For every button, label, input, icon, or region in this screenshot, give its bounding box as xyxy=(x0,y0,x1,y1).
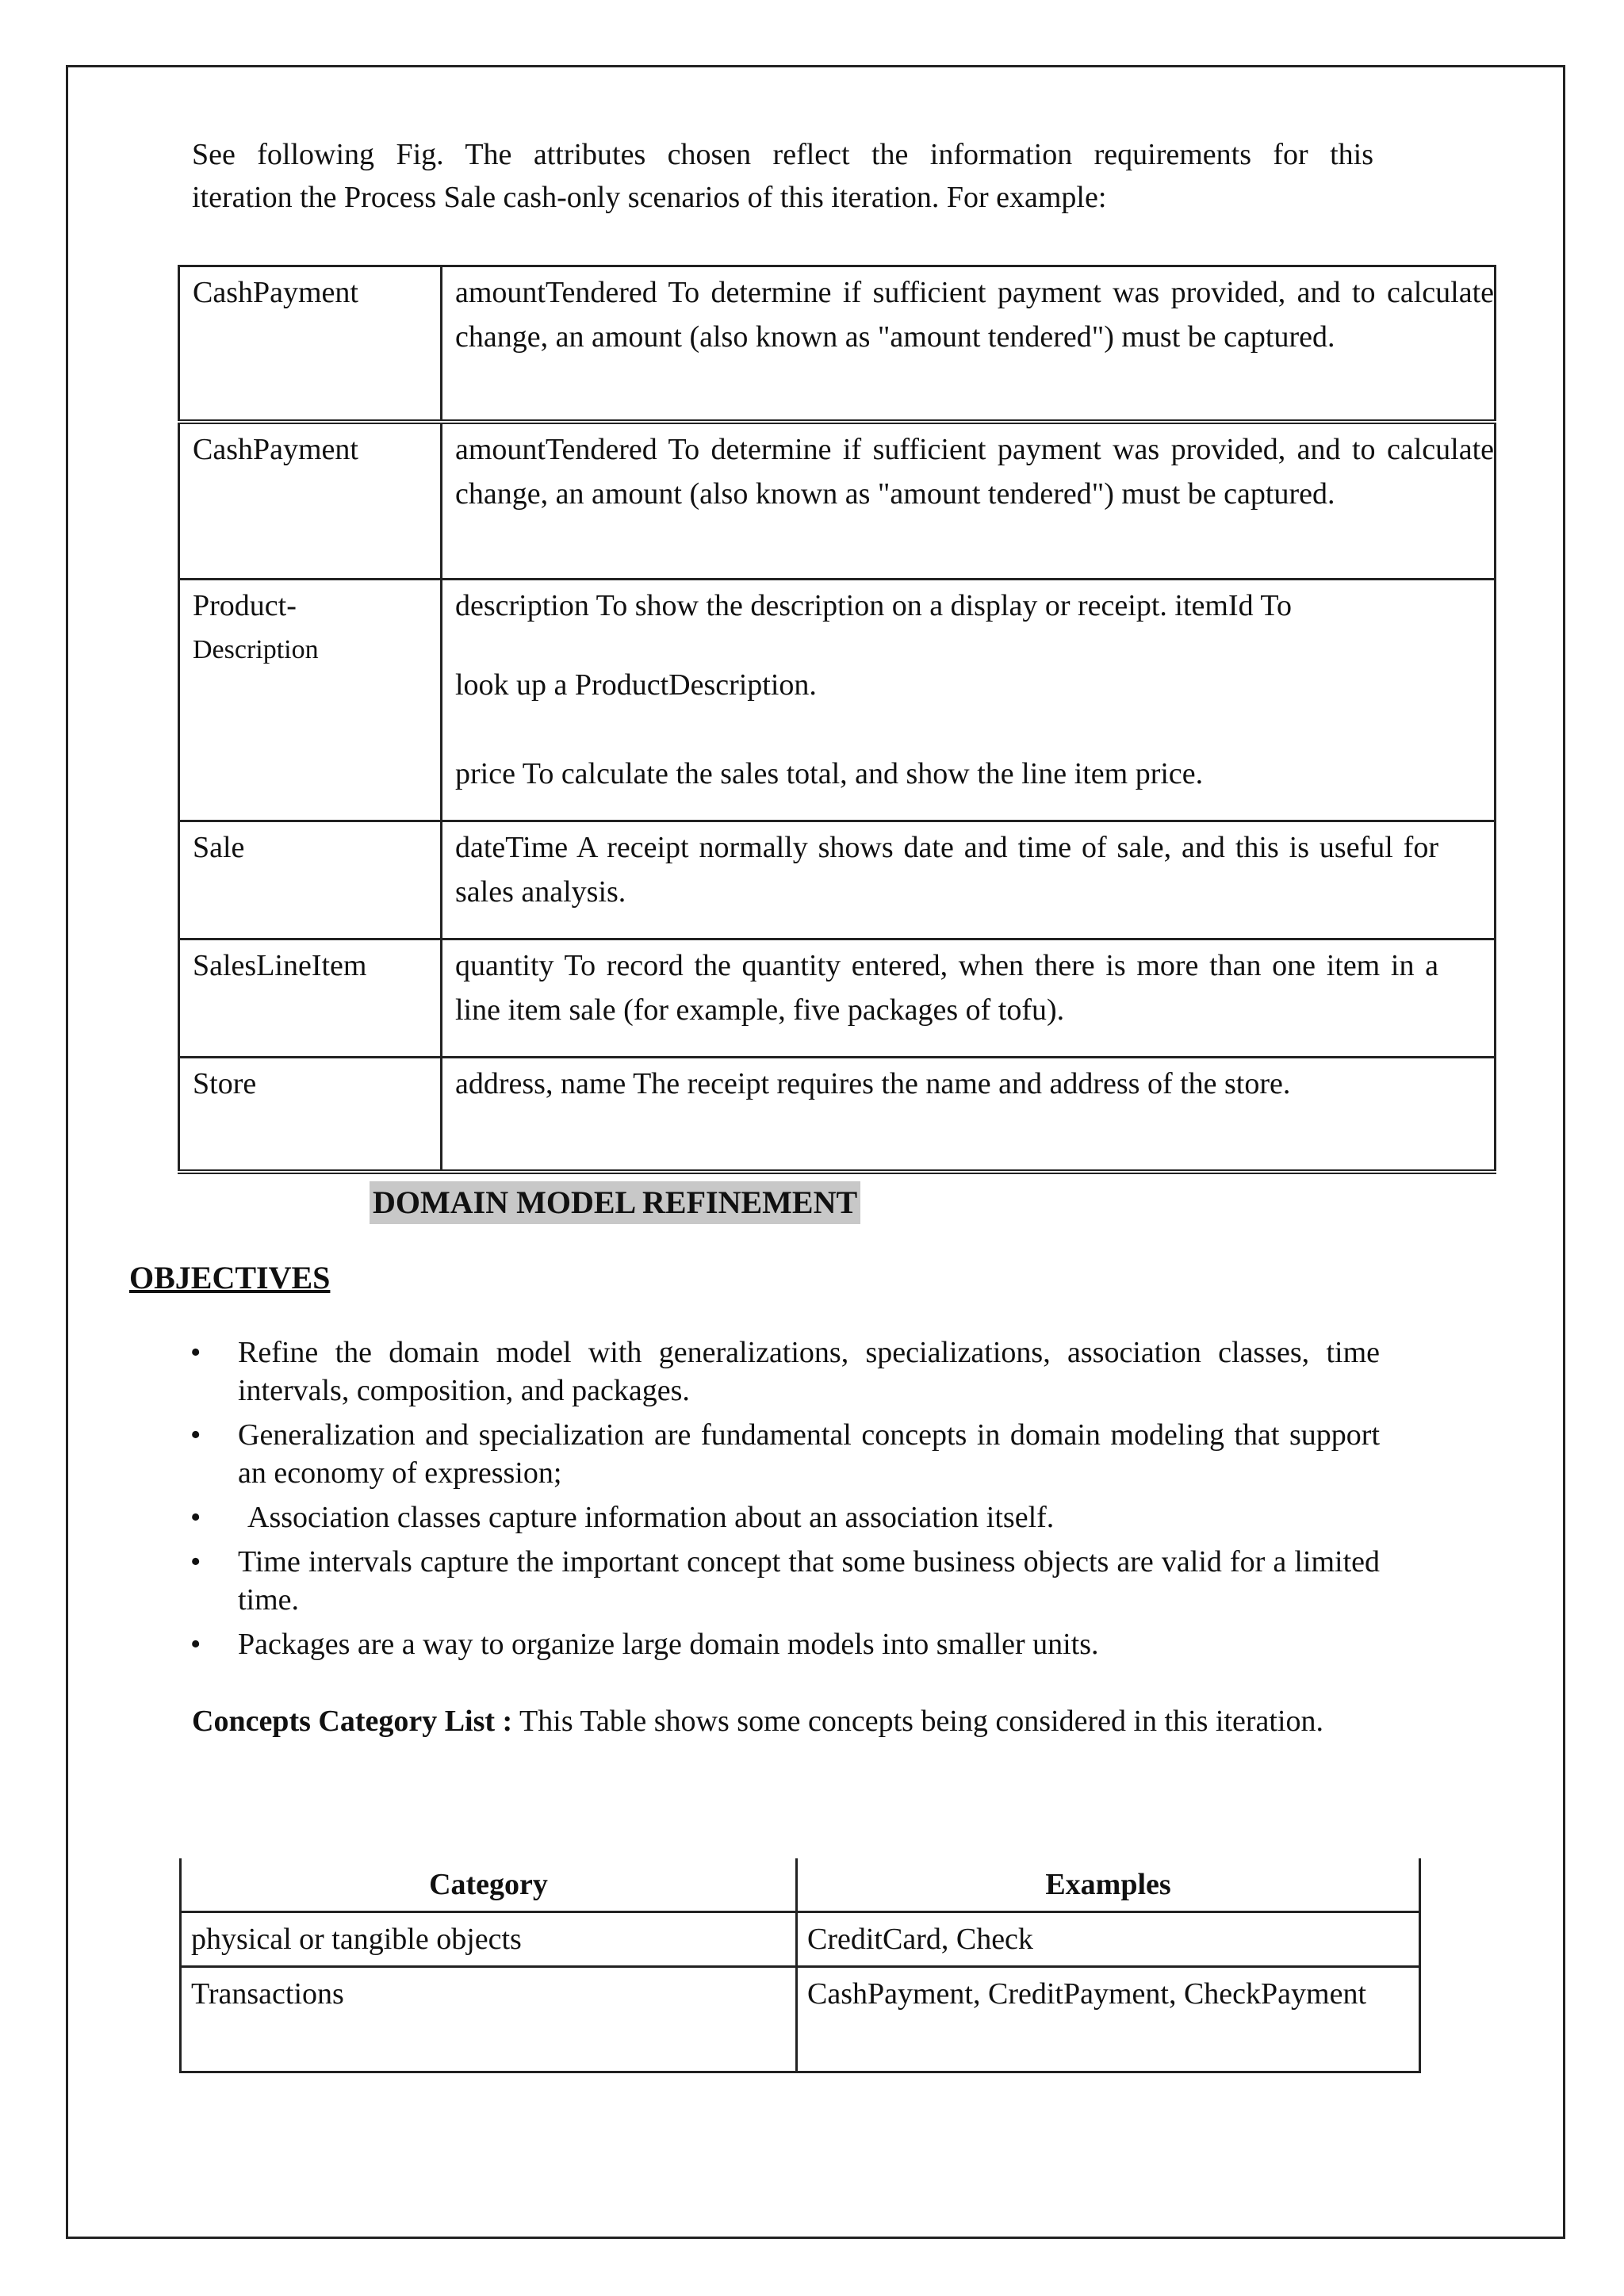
attribute-line-2: look up a ProductDescription. xyxy=(455,668,817,702)
concept-cell xyxy=(179,580,442,821)
attribute-cell: quantity To record the quantity entered, when there is more than one item in a line item sale (for example, five packages of tofu). xyxy=(442,939,1496,1058)
column-header-category: Category xyxy=(181,1858,797,1912)
table-row xyxy=(179,1058,1496,1173)
concept-line-1: Product- xyxy=(193,589,297,622)
table-header-row xyxy=(181,1858,1420,1912)
attribute-cell xyxy=(442,580,1496,821)
intro-line-2: iteration the Process Sale cash-only scenarios of this iteration. For example: xyxy=(192,181,1107,214)
concept-cell: CashPayment xyxy=(179,422,442,580)
attribute-table xyxy=(178,265,1496,1174)
list-item: • Association classes capture information about an association itself. xyxy=(238,1498,1380,1536)
attribute-line-1: description To show the description on a display or receipt. itemId To xyxy=(455,589,1292,622)
table-row xyxy=(181,1967,1420,2072)
concept-cell: CashPayment xyxy=(179,266,442,423)
intro-paragraph xyxy=(192,133,1373,219)
table-row xyxy=(179,580,1496,821)
category-cell: Transactions xyxy=(181,1967,797,2072)
list-item: • Time intervals capture the important concept that some business objects are valid for a limited time. xyxy=(238,1543,1380,1619)
section-title: DOMAIN MODEL REFINEMENT xyxy=(370,1181,860,1224)
concepts-paragraph xyxy=(192,1701,1373,1741)
list-item: • Refine the domain model with generalizations, specializations, association classes, time intervals, composition, and packages. xyxy=(238,1334,1380,1410)
intro-line-1: See following Fig. The attributes chosen reflect the information requirements for this xyxy=(192,138,1373,171)
concept-cell: Sale xyxy=(179,821,442,939)
objectives-heading: OBJECTIVES xyxy=(129,1260,331,1295)
list-item: • Generalization and specialization are fundamental concepts in domain modeling that support an economy of expression; xyxy=(238,1416,1380,1492)
concepts-label: Concepts Category List : xyxy=(192,1705,513,1738)
examples-cell: CreditCard, Check xyxy=(797,1912,1420,1967)
table-row xyxy=(179,422,1496,580)
category-cell: physical or tangible objects xyxy=(181,1912,797,1967)
concept-cell: SalesLineItem xyxy=(179,939,442,1058)
list-item: • Packages are a way to organize large domain models into smaller units. xyxy=(238,1625,1380,1663)
concept-line-2: Description xyxy=(193,635,319,664)
category-table xyxy=(179,1858,1421,2073)
table-row xyxy=(179,939,1496,1058)
column-header-examples: Examples xyxy=(797,1858,1420,1912)
concept-cell: Store xyxy=(179,1058,442,1173)
table-row xyxy=(181,1912,1420,1967)
attribute-cell: dateTime A receipt normally shows date and time of sale, and this is useful for sales analysis. xyxy=(442,821,1496,939)
attribute-cell: amountTendered To determine if sufficient payment was provided, and to calculate change, an amount (also known as "amount tendered") must be captured. xyxy=(442,266,1496,423)
concepts-text: This Table shows some concepts being considered in this iteration. xyxy=(519,1705,1324,1738)
table-row xyxy=(179,266,1496,423)
examples-cell: CashPayment, CreditPayment, CheckPayment xyxy=(797,1967,1420,2072)
attribute-line-3: price To calculate the sales total, and show the line item price. xyxy=(455,757,1204,790)
objectives-list xyxy=(238,1334,1380,1670)
attribute-cell: amountTendered To determine if sufficient payment was provided, and to calculate change, an amount (also known as "amount tendered") must be captured. xyxy=(442,422,1496,580)
table-row xyxy=(179,821,1496,939)
attribute-cell: address, name The receipt requires the name and address of the store. xyxy=(442,1058,1496,1173)
